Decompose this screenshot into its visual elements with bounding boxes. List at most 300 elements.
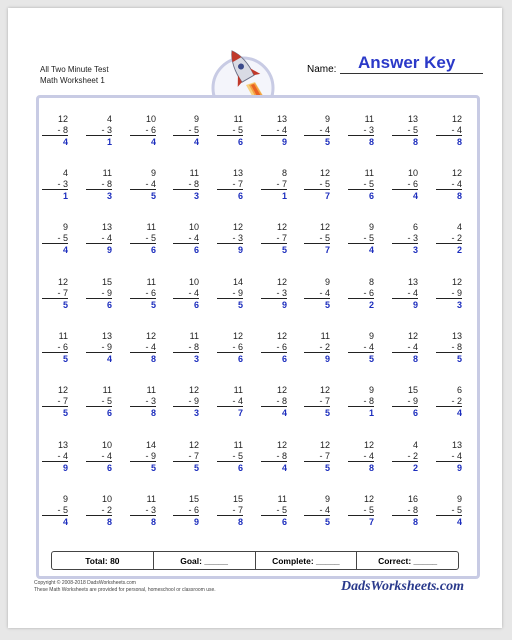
answer: 3 bbox=[193, 191, 199, 201]
answer: 7 bbox=[324, 191, 330, 201]
minuend: 16 bbox=[407, 494, 418, 504]
minuend: 15 bbox=[188, 494, 199, 504]
minuend: 10 bbox=[188, 277, 199, 287]
answer: 4 bbox=[281, 408, 287, 418]
subtrahend: - 4 bbox=[42, 451, 68, 462]
minuend: 9 bbox=[368, 385, 374, 395]
subtrahend: - 6 bbox=[42, 342, 68, 353]
minuend: 15 bbox=[232, 494, 243, 504]
subtrahend: - 8 bbox=[42, 125, 68, 136]
problem-r6-c5 bbox=[217, 385, 243, 418]
minuend: 12 bbox=[188, 440, 199, 450]
answer: 1 bbox=[62, 191, 68, 201]
minuend: 12 bbox=[407, 331, 418, 341]
subtrahend: - 7 bbox=[173, 451, 199, 462]
subtrahend: - 9 bbox=[86, 342, 112, 353]
minuend: 13 bbox=[407, 277, 418, 287]
problem-r6-c8 bbox=[348, 385, 374, 418]
minuend: 9 bbox=[324, 494, 330, 504]
worksheet-title bbox=[40, 64, 109, 86]
subtrahend: - 5 bbox=[261, 505, 287, 516]
answer: 6 bbox=[237, 463, 243, 473]
subtrahend: - 2 bbox=[436, 396, 462, 407]
problem-r7-c8 bbox=[348, 440, 374, 473]
answer: 6 bbox=[106, 300, 112, 310]
subtrahend: - 6 bbox=[348, 288, 374, 299]
answer: 1 bbox=[368, 408, 374, 418]
subtrahend: - 3 bbox=[42, 179, 68, 190]
problem-r7-c5 bbox=[217, 440, 243, 473]
problem-r3-c3 bbox=[130, 222, 156, 255]
problem-r1-c6 bbox=[261, 114, 287, 147]
answer: 3 bbox=[456, 300, 462, 310]
minuend: 11 bbox=[146, 494, 156, 504]
subtrahend: - 6 bbox=[217, 342, 243, 353]
minuend: 11 bbox=[277, 494, 287, 504]
subtrahend: - 5 bbox=[86, 396, 112, 407]
subtrahend: - 7 bbox=[217, 179, 243, 190]
answer: 6 bbox=[237, 137, 243, 147]
minuend: 15 bbox=[101, 277, 112, 287]
minuend: 11 bbox=[233, 114, 243, 124]
subtrahend: - 3 bbox=[217, 233, 243, 244]
minuend: 13 bbox=[276, 114, 287, 124]
answer: 5 bbox=[62, 300, 68, 310]
answer: 4 bbox=[193, 137, 199, 147]
minuend: 12 bbox=[451, 277, 462, 287]
goal-field[interactable]: Goal: _____ bbox=[154, 552, 256, 569]
problem-r2-c8 bbox=[348, 168, 374, 201]
subtrahend: - 7 bbox=[261, 233, 287, 244]
problem-r2-c4 bbox=[173, 168, 199, 201]
answer: 8 bbox=[456, 137, 462, 147]
subtrahend: - 6 bbox=[130, 288, 156, 299]
minuend: 12 bbox=[276, 277, 287, 287]
subtrahend: - 8 bbox=[392, 505, 418, 516]
minuend: 11 bbox=[58, 331, 68, 341]
problem-r6-c1 bbox=[42, 385, 68, 418]
subtrahend: - 6 bbox=[173, 505, 199, 516]
subtrahend: - 6 bbox=[130, 125, 156, 136]
answer: 6 bbox=[237, 354, 243, 364]
minuend: 10 bbox=[145, 114, 156, 124]
minuend: 13 bbox=[232, 168, 243, 178]
answer: 2 bbox=[368, 300, 374, 310]
problem-r8-c3 bbox=[130, 494, 156, 527]
problem-r3-c7 bbox=[304, 222, 330, 255]
minuend: 13 bbox=[451, 440, 462, 450]
answer: 7 bbox=[237, 408, 243, 418]
answer: 9 bbox=[62, 463, 68, 473]
subtrahend: - 9 bbox=[86, 288, 112, 299]
subtrahend: - 4 bbox=[130, 342, 156, 353]
answer: 1 bbox=[106, 137, 112, 147]
brand-logo bbox=[337, 574, 477, 596]
answer: 5 bbox=[324, 408, 330, 418]
minuend: 10 bbox=[101, 440, 112, 450]
total-count: Total: 80 bbox=[52, 552, 154, 569]
problem-r4-c7 bbox=[304, 277, 330, 310]
minuend: 13 bbox=[407, 114, 418, 124]
minuend: 11 bbox=[146, 385, 156, 395]
subtrahend: - 7 bbox=[261, 179, 287, 190]
minuend: 8 bbox=[368, 277, 374, 287]
subtrahend: - 8 bbox=[436, 342, 462, 353]
answer: 9 bbox=[412, 300, 418, 310]
copyright-line-2: These Math Worksheets are provided for personal, homeschool or classroom use. bbox=[34, 587, 216, 593]
subtrahend: - 5 bbox=[392, 125, 418, 136]
minuend: 11 bbox=[233, 385, 243, 395]
subtrahend: - 4 bbox=[261, 125, 287, 136]
subtrahend: - 5 bbox=[348, 179, 374, 190]
answer: 6 bbox=[281, 517, 287, 527]
answer: 4 bbox=[62, 137, 68, 147]
problem-r4-c2 bbox=[86, 277, 112, 310]
problem-r7-c7 bbox=[304, 440, 330, 473]
problem-r6-c4 bbox=[173, 385, 199, 418]
problem-r5-c2 bbox=[86, 331, 112, 364]
minuend: 12 bbox=[363, 440, 374, 450]
problem-r4-c9 bbox=[392, 277, 418, 310]
problem-r7-c6 bbox=[261, 440, 287, 473]
problem-r4-c1 bbox=[42, 277, 68, 310]
problem-r1-c8 bbox=[348, 114, 374, 147]
minuend: 9 bbox=[456, 494, 462, 504]
subtrahend: - 4 bbox=[86, 233, 112, 244]
answer: 9 bbox=[324, 354, 330, 364]
subtrahend: - 2 bbox=[436, 233, 462, 244]
minuend: 12 bbox=[57, 277, 68, 287]
problem-r1-c2 bbox=[86, 114, 112, 147]
problem-r8-c1 bbox=[42, 494, 68, 527]
minuend: 4 bbox=[62, 168, 68, 178]
minuend: 9 bbox=[62, 222, 68, 232]
answer: 4 bbox=[281, 463, 287, 473]
minuend: 9 bbox=[62, 494, 68, 504]
answer: 8 bbox=[368, 463, 374, 473]
subtrahend: - 5 bbox=[217, 451, 243, 462]
copyright-line-1: Copyright © 2008-2018 DadsWorksheets.com bbox=[34, 580, 136, 586]
problem-r5-c3 bbox=[130, 331, 156, 364]
answer: 4 bbox=[368, 245, 374, 255]
summary-bar bbox=[51, 551, 459, 570]
answer: 5 bbox=[150, 300, 156, 310]
problem-r1-c1 bbox=[42, 114, 68, 147]
problem-r7-c10 bbox=[436, 440, 462, 473]
brand-logo-text: DadsWorksheets.com bbox=[341, 579, 465, 594]
subtrahend: - 3 bbox=[86, 125, 112, 136]
problem-r4-c10 bbox=[436, 277, 462, 310]
minuend: 11 bbox=[146, 222, 156, 232]
subtrahend: - 3 bbox=[130, 396, 156, 407]
minuend: 12 bbox=[232, 222, 243, 232]
problem-r3-c4 bbox=[173, 222, 199, 255]
answer: 9 bbox=[281, 300, 287, 310]
minuend: 9 bbox=[368, 331, 374, 341]
problem-r2-c9 bbox=[392, 168, 418, 201]
answer: 8 bbox=[150, 517, 156, 527]
minuend: 8 bbox=[281, 168, 287, 178]
problem-r3-c2 bbox=[86, 222, 112, 255]
subtrahend: - 5 bbox=[304, 233, 330, 244]
minuend: 11 bbox=[364, 114, 374, 124]
subtrahend: - 2 bbox=[392, 451, 418, 462]
answer: 4 bbox=[456, 408, 462, 418]
minuend: 12 bbox=[363, 494, 374, 504]
complete-field[interactable]: Complete: _____ bbox=[256, 552, 358, 569]
minuend: 13 bbox=[101, 222, 112, 232]
subtrahend: - 6 bbox=[392, 179, 418, 190]
minuend: 12 bbox=[276, 222, 287, 232]
problem-r8-c7 bbox=[304, 494, 330, 527]
answer: 3 bbox=[412, 245, 418, 255]
subtrahend: - 4 bbox=[348, 342, 374, 353]
problem-r4-c8 bbox=[348, 277, 374, 310]
problem-r8-c2 bbox=[86, 494, 112, 527]
answer: 5 bbox=[62, 354, 68, 364]
problem-r3-c1 bbox=[42, 222, 68, 255]
minuend: 12 bbox=[276, 331, 287, 341]
minuend: 12 bbox=[57, 385, 68, 395]
problem-r7-c4 bbox=[173, 440, 199, 473]
answer: 9 bbox=[456, 463, 462, 473]
subtrahend: - 5 bbox=[348, 505, 374, 516]
subtrahend: - 7 bbox=[217, 505, 243, 516]
minuend: 4 bbox=[456, 222, 462, 232]
problem-r2-c6 bbox=[261, 168, 287, 201]
answer: 5 bbox=[456, 354, 462, 364]
answer: 4 bbox=[62, 245, 68, 255]
problem-r5-c7 bbox=[304, 331, 330, 364]
problem-r7-c2 bbox=[86, 440, 112, 473]
subtrahend: - 4 bbox=[392, 288, 418, 299]
answer: 5 bbox=[324, 463, 330, 473]
name-field[interactable] bbox=[340, 73, 483, 74]
problem-r6-c6 bbox=[261, 385, 287, 418]
problem-r5-c8 bbox=[348, 331, 374, 364]
problem-r5-c10 bbox=[436, 331, 462, 364]
problem-r5-c9 bbox=[392, 331, 418, 364]
answer: 6 bbox=[368, 191, 374, 201]
problem-r4-c6 bbox=[261, 277, 287, 310]
answer: 8 bbox=[412, 517, 418, 527]
subtrahend: - 3 bbox=[130, 505, 156, 516]
answer: 3 bbox=[193, 354, 199, 364]
minuend: 12 bbox=[319, 385, 330, 395]
answer: 4 bbox=[62, 517, 68, 527]
minuend: 9 bbox=[150, 168, 156, 178]
answer: 6 bbox=[150, 245, 156, 255]
subtrahend: - 4 bbox=[304, 288, 330, 299]
minuend: 4 bbox=[412, 440, 418, 450]
subtrahend: - 9 bbox=[392, 396, 418, 407]
minuend: 10 bbox=[188, 222, 199, 232]
problem-r1-c5 bbox=[217, 114, 243, 147]
subtrahend: - 4 bbox=[436, 179, 462, 190]
problem-r8-c6 bbox=[261, 494, 287, 527]
minuend: 4 bbox=[106, 114, 112, 124]
answer: 6 bbox=[106, 408, 112, 418]
subtrahend: - 3 bbox=[348, 125, 374, 136]
problem-r7-c3 bbox=[130, 440, 156, 473]
problem-r4-c5 bbox=[217, 277, 243, 310]
answer: 8 bbox=[412, 137, 418, 147]
answer: 5 bbox=[150, 191, 156, 201]
minuend: 12 bbox=[451, 114, 462, 124]
problem-r5-c4 bbox=[173, 331, 199, 364]
subtrahend: - 4 bbox=[392, 342, 418, 353]
minuend: 11 bbox=[189, 168, 199, 178]
problem-r6-c10 bbox=[436, 385, 462, 418]
minuend: 9 bbox=[193, 114, 199, 124]
minuend: 11 bbox=[320, 331, 330, 341]
problem-r3-c9 bbox=[392, 222, 418, 255]
subtrahend: - 4 bbox=[173, 288, 199, 299]
correct-field[interactable]: Correct: _____ bbox=[378, 555, 438, 566]
subtrahend: - 3 bbox=[261, 288, 287, 299]
minuend: 12 bbox=[232, 331, 243, 341]
problem-r6-c9 bbox=[392, 385, 418, 418]
minuend: 13 bbox=[57, 440, 68, 450]
subtrahend: - 3 bbox=[392, 233, 418, 244]
answer: 6 bbox=[281, 354, 287, 364]
minuend: 10 bbox=[101, 494, 112, 504]
subtrahend: - 5 bbox=[42, 233, 68, 244]
subtrahend: - 5 bbox=[304, 179, 330, 190]
answer: 4 bbox=[150, 137, 156, 147]
minuend: 14 bbox=[232, 277, 243, 287]
problem-r5-c5 bbox=[217, 331, 243, 364]
minuend: 15 bbox=[407, 385, 418, 395]
subtrahend: - 4 bbox=[304, 505, 330, 516]
problem-r1-c3 bbox=[130, 114, 156, 147]
problem-r2-c7 bbox=[304, 168, 330, 201]
subtrahend: - 4 bbox=[173, 233, 199, 244]
subtrahend: - 9 bbox=[436, 288, 462, 299]
minuend: 12 bbox=[276, 385, 287, 395]
answer: 8 bbox=[150, 408, 156, 418]
problem-r2-c2 bbox=[86, 168, 112, 201]
subtrahend: - 8 bbox=[261, 396, 287, 407]
subtrahend: - 8 bbox=[261, 451, 287, 462]
answer: 8 bbox=[106, 517, 112, 527]
answer: 9 bbox=[193, 517, 199, 527]
subtrahend: - 5 bbox=[348, 233, 374, 244]
minuend: 6 bbox=[456, 385, 462, 395]
problem-r2-c10 bbox=[436, 168, 462, 201]
subtrahend: - 9 bbox=[173, 396, 199, 407]
minuend: 11 bbox=[189, 331, 199, 341]
minuend: 10 bbox=[407, 168, 418, 178]
name-label: Name: bbox=[307, 64, 337, 75]
problem-r8-c5 bbox=[217, 494, 243, 527]
answer: 5 bbox=[324, 300, 330, 310]
answer: 5 bbox=[324, 517, 330, 527]
problem-r6-c3 bbox=[130, 385, 156, 418]
problem-r7-c9 bbox=[392, 440, 418, 473]
answer: 9 bbox=[281, 137, 287, 147]
subtrahend: - 6 bbox=[261, 342, 287, 353]
problem-r1-c4 bbox=[173, 114, 199, 147]
answer: 5 bbox=[281, 245, 287, 255]
answer: 9 bbox=[106, 245, 112, 255]
problem-r7-c1 bbox=[42, 440, 68, 473]
subtrahend: - 5 bbox=[436, 505, 462, 516]
minuend: 14 bbox=[145, 440, 156, 450]
subtrahend: - 4 bbox=[217, 396, 243, 407]
problem-r4-c4 bbox=[173, 277, 199, 310]
answer: 4 bbox=[412, 191, 418, 201]
answer: 8 bbox=[150, 354, 156, 364]
subtrahend: - 7 bbox=[304, 396, 330, 407]
answer-key-heading: Answer Key bbox=[358, 53, 456, 72]
answer: 6 bbox=[193, 245, 199, 255]
problem-r8-c4 bbox=[173, 494, 199, 527]
subtrahend: - 5 bbox=[130, 233, 156, 244]
subtrahend: - 8 bbox=[173, 342, 199, 353]
answer: 7 bbox=[368, 517, 374, 527]
problem-r3-c6 bbox=[261, 222, 287, 255]
problem-r6-c2 bbox=[86, 385, 112, 418]
subtrahend: - 4 bbox=[436, 125, 462, 136]
problem-r1-c9 bbox=[392, 114, 418, 147]
minuend: 11 bbox=[102, 385, 112, 395]
answer: 3 bbox=[193, 408, 199, 418]
problem-r1-c10 bbox=[436, 114, 462, 147]
problem-r3-c8 bbox=[348, 222, 374, 255]
subtrahend: - 7 bbox=[304, 451, 330, 462]
minuend: 13 bbox=[451, 331, 462, 341]
answer: 2 bbox=[412, 463, 418, 473]
answer: 6 bbox=[412, 408, 418, 418]
problem-r5-c1 bbox=[42, 331, 68, 364]
answer: 5 bbox=[368, 354, 374, 364]
problem-r2-c5 bbox=[217, 168, 243, 201]
answer: 9 bbox=[237, 245, 243, 255]
subtrahend: - 4 bbox=[86, 451, 112, 462]
subtrahend: - 8 bbox=[348, 396, 374, 407]
problem-r3-c5 bbox=[217, 222, 243, 255]
subtrahend: - 9 bbox=[130, 451, 156, 462]
subtrahend: - 2 bbox=[304, 342, 330, 353]
answer: 6 bbox=[193, 300, 199, 310]
copyright-notice bbox=[34, 580, 216, 594]
minuend: 12 bbox=[451, 168, 462, 178]
minuend: 11 bbox=[146, 277, 156, 287]
problem-r5-c6 bbox=[261, 331, 287, 364]
minuend: 12 bbox=[145, 331, 156, 341]
problem-r8-c9 bbox=[392, 494, 418, 527]
answer: 4 bbox=[106, 354, 112, 364]
subtrahend: - 4 bbox=[304, 125, 330, 136]
minuend: 12 bbox=[188, 385, 199, 395]
title-line-1: All Two Minute Test bbox=[40, 65, 109, 74]
subtrahend: - 4 bbox=[436, 451, 462, 462]
answer: 1 bbox=[281, 191, 287, 201]
subtrahend: - 4 bbox=[130, 179, 156, 190]
minuend: 11 bbox=[364, 168, 374, 178]
problem-r8-c10 bbox=[436, 494, 462, 527]
subtrahend: - 7 bbox=[42, 288, 68, 299]
answer: 5 bbox=[237, 300, 243, 310]
answer: 8 bbox=[368, 137, 374, 147]
answer: 8 bbox=[412, 354, 418, 364]
minuend: 13 bbox=[101, 331, 112, 341]
minuend: 6 bbox=[412, 222, 418, 232]
answer: 6 bbox=[106, 463, 112, 473]
problem-r8-c8 bbox=[348, 494, 374, 527]
answer: 5 bbox=[150, 463, 156, 473]
